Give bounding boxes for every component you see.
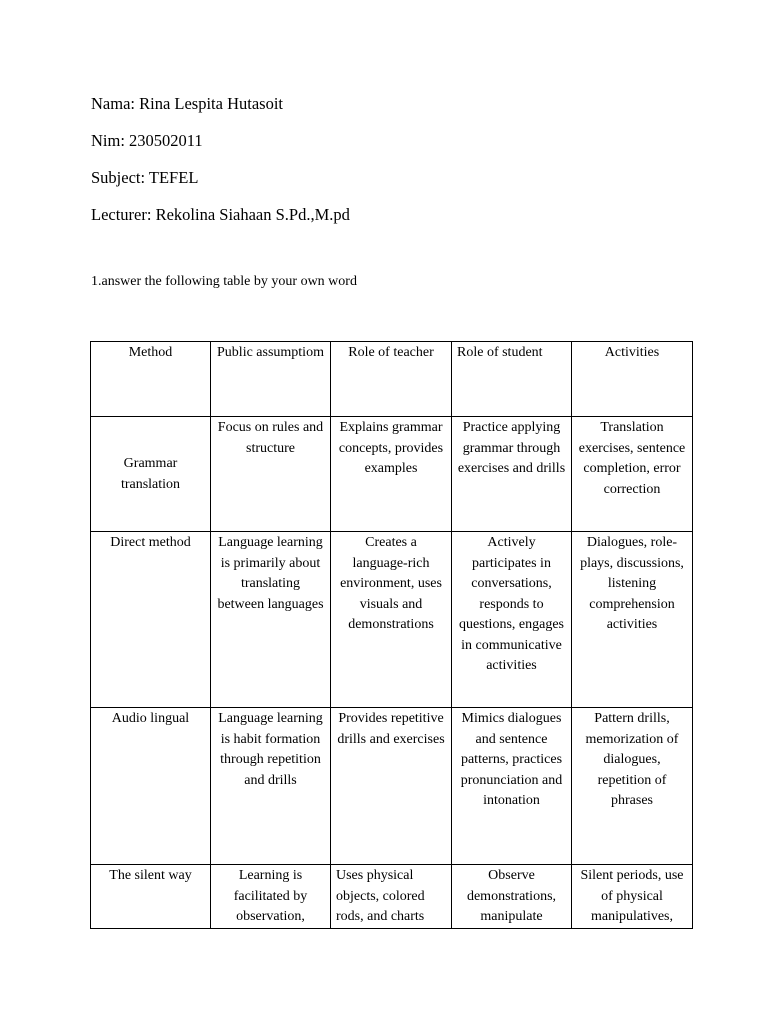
cell-teacher: Uses physical objects, colored rods, and charts	[331, 865, 452, 929]
cell-method: Audio lingual	[91, 708, 211, 865]
cell-method: The silent way	[91, 865, 211, 929]
cell-assumption: Learning is facilitated by observation,	[211, 865, 331, 929]
column-header-student: Role of student	[452, 342, 572, 417]
cell-assumption: Language learning is habit formation through repetition and drills	[211, 708, 331, 865]
column-header-method: Method	[91, 342, 211, 417]
cell-assumption: Focus on rules and structure	[211, 417, 331, 532]
cell-teacher: Provides repetitive drills and exercises	[331, 708, 452, 865]
cell-student: Actively participates in conversations, responds to questions, engages in communicative activities	[452, 532, 572, 708]
cell-method: Grammar translation	[91, 417, 211, 532]
cell-student: Observe demonstrations, manipulate	[452, 865, 572, 929]
methods-table	[90, 341, 693, 929]
table-row	[91, 532, 693, 708]
cell-teacher: Explains grammar concepts, provides examples	[331, 417, 452, 532]
instruction-text: 1.answer the following table by your own word	[91, 274, 357, 289]
cell-teacher: Creates a language-rich environment, uses visuals and demonstrations	[331, 532, 452, 708]
student-nim: Nim: 230502011	[91, 131, 203, 150]
column-header-teacher: Role of teacher	[331, 342, 452, 417]
cell-method: Direct method	[91, 532, 211, 708]
table-row	[91, 417, 693, 532]
cell-student: Practice applying grammar through exercises and drills	[452, 417, 572, 532]
cell-activities: Dialogues, role-plays, discussions, listening comprehension activities	[572, 532, 693, 708]
column-header-assumption: Public assumptiom	[211, 342, 331, 417]
cell-student: Mimics dialogues and sentence patterns, practices pronunciation and intonation	[452, 708, 572, 865]
student-name: Nama: Rina Lespita Hutasoit	[91, 94, 283, 113]
table-row	[91, 865, 693, 929]
cell-activities: Pattern drills, memorization of dialogues, repetition of phrases	[572, 708, 693, 865]
cell-assumption: Language learning is primarily about translating between languages	[211, 532, 331, 708]
table-header-row	[91, 342, 693, 417]
lecturer-line: Lecturer: Rekolina Siahaan S.Pd.,M.pd	[91, 205, 350, 224]
column-header-activities: Activities	[572, 342, 693, 417]
cell-activities: Translation exercises, sentence completion, error correction	[572, 417, 693, 532]
table-row	[91, 708, 693, 865]
subject-line: Subject: TEFEL	[91, 168, 199, 187]
cell-activities: Silent periods, use of physical manipulatives,	[572, 865, 693, 929]
